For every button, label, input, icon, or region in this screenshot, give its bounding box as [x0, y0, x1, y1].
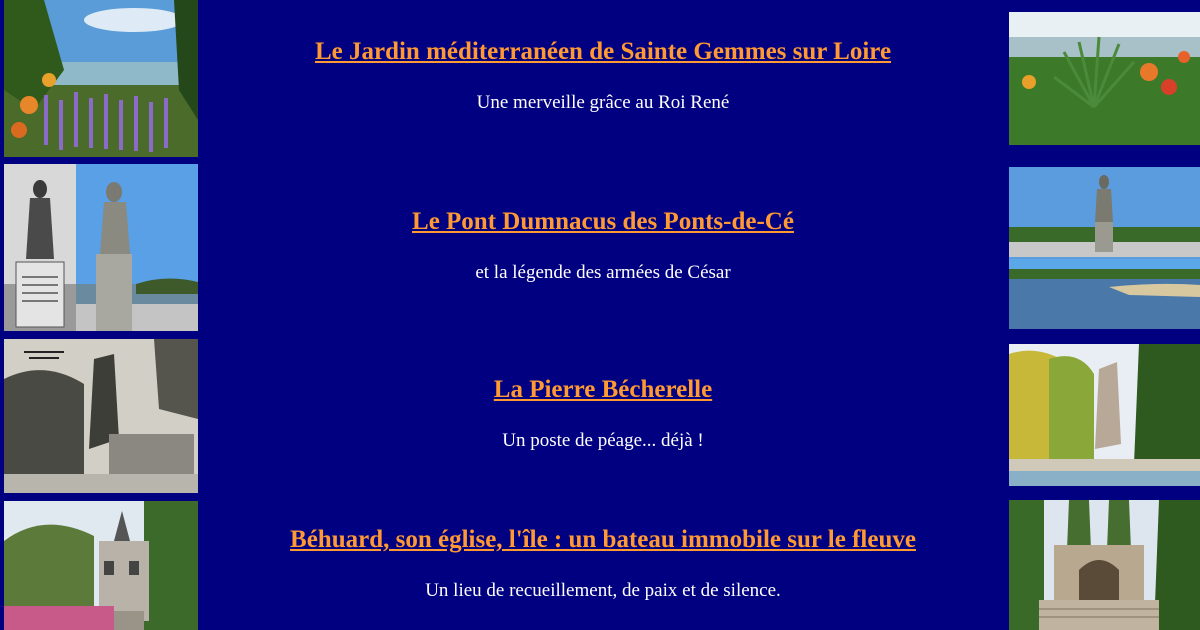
main-content [200, 0, 1006, 630]
photo-dumnacus-statue-old[interactable] [4, 164, 76, 331]
subtitle-pierre-becherelle: Un poste de péage... déjà ! [502, 430, 704, 451]
photo-behuard-village[interactable] [4, 501, 198, 630]
entry-pont-dumnacus [200, 208, 1006, 284]
subtitle-pont-dumnacus: et la légende des armées de César [475, 262, 731, 283]
photo-garden-lavender[interactable] [4, 0, 198, 157]
photo-pierre-becherelle-color[interactable] [1009, 344, 1200, 486]
link-pont-dumnacus[interactable]: Le Pont Dumnacus des Ponts-de-Cé [412, 208, 794, 235]
photo-garden-yucca[interactable] [1009, 12, 1200, 145]
subtitle-jardin: Une merveille grâce au Roi René [476, 92, 730, 113]
link-behuard[interactable]: Béhuard, son église, l'île : un bateau immobile sur le fleuve [290, 526, 916, 553]
link-jardin-mediterraneen[interactable]: Le Jardin méditerranéen de Sainte Gemmes sur Loire [314, 38, 892, 65]
link-pierre-becherelle[interactable]: La Pierre Bécherelle [493, 376, 713, 403]
subtitle-behuard: Un lieu de recueillement, de paix et de silence. [425, 580, 781, 601]
entry-behuard [200, 526, 1006, 602]
entry-pierre-becherelle [200, 376, 1006, 452]
entry-jardin [200, 38, 1006, 114]
photo-pierre-becherelle-postcard[interactable] [4, 339, 198, 493]
photo-dumnacus-bridge[interactable] [1009, 167, 1200, 329]
photo-dumnacus-statue-color[interactable] [76, 164, 198, 331]
photo-behuard-monument[interactable] [1009, 500, 1200, 630]
